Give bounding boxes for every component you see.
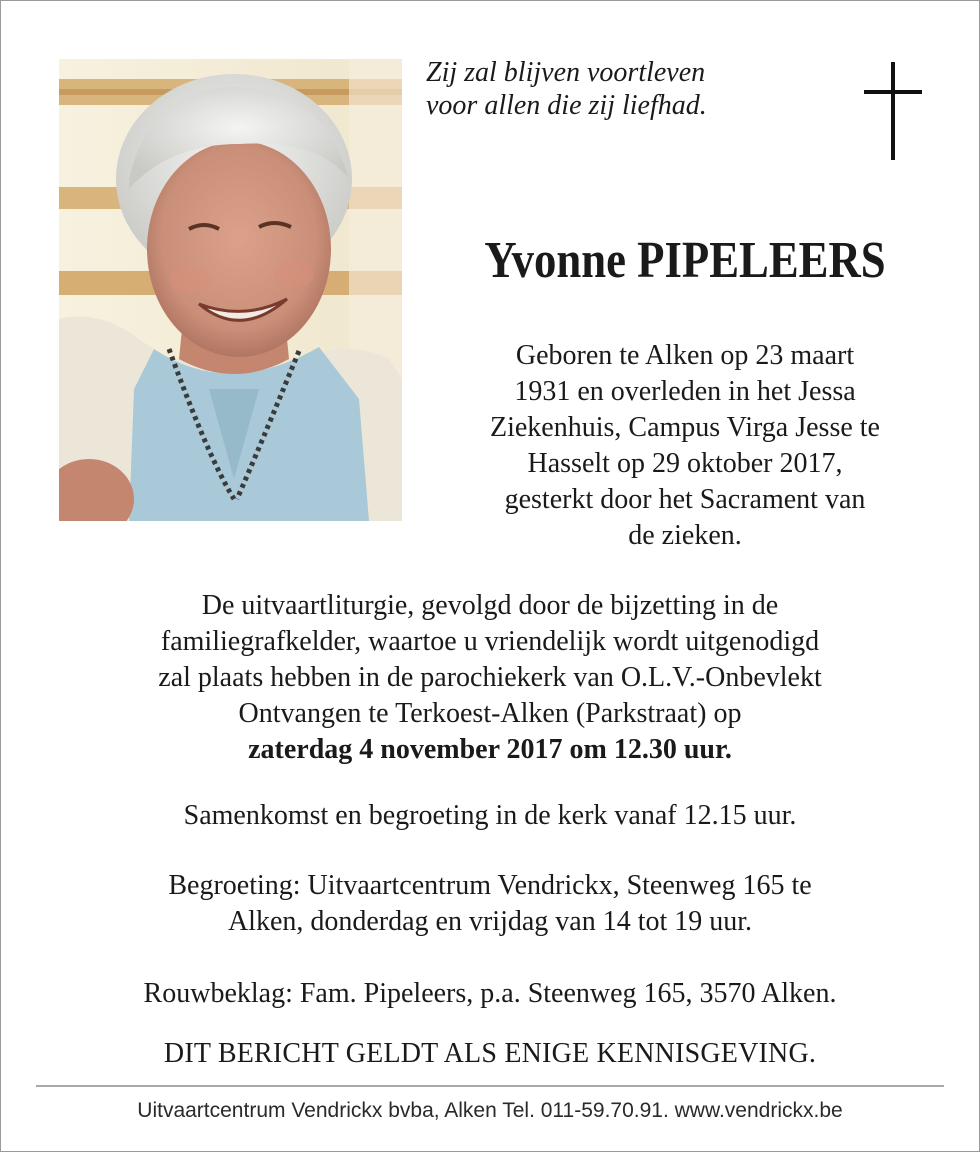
- portrait-photo: [59, 59, 402, 521]
- footer-text: Uitvaartcentrum Vendrickx bvba, Alken Tel. 011-59.70.91. www.vendrickx.be: [137, 1099, 843, 1122]
- motto: [426, 56, 707, 122]
- notice-line: DIT BERICHT GELDT ALS ENIGE KENNISGEVING.: [163, 1038, 817, 1069]
- condolence-line: Rouwbeklag: Fam. Pipeleers, p.a. Steenweg 165, 3570 Alken.: [143, 978, 837, 1009]
- motto-line-2: voor allen die zij liefhad.: [426, 90, 707, 121]
- greeting-line-2: Alken, donderdag en vrijdag van 14 tot 19 uur.: [227, 906, 753, 937]
- funeral-line: De uitvaartliturgie, gevolgd door de bijzetting in de: [201, 590, 779, 621]
- gathering-text: [0, 798, 980, 834]
- cross-icon: [864, 62, 922, 160]
- funeral-line: Ontvangen te Terkoest-Alken (Parkstraat) op: [238, 698, 742, 729]
- birth-line: gesterkt door het Sacrament van: [504, 484, 866, 515]
- gathering-line: Samenkomst en begroeting in de kerk vanaf 12.15 uur.: [183, 800, 797, 831]
- greeting-text: [0, 868, 980, 940]
- funeral-line: zal plaats hebben in de parochiekerk van O.L.V.-Onbevlekt: [158, 662, 822, 693]
- deceased-name: Yvonne PIPELEERS: [484, 232, 886, 289]
- birth-line: Ziekenhuis, Campus Virga Jesse te: [489, 412, 880, 443]
- birth-line: 1931 en overleden in het Jessa: [514, 376, 856, 407]
- motto-line-1: Zij zal blijven voortleven: [426, 57, 706, 88]
- funeral-line: familiegrafkelder, waartoe u vriendelijk wordt uitgenodigd: [160, 626, 820, 657]
- birth-line: de zieken.: [628, 520, 742, 551]
- footer-divider: [36, 1085, 944, 1087]
- funeral-date: zaterdag 4 november 2017 om 12.30 uur.: [248, 734, 732, 765]
- birth-line: Hasselt op 29 oktober 2017,: [527, 448, 843, 479]
- notice-text: [0, 1036, 980, 1072]
- birth-line: Geboren te Alken op 23 maart: [515, 340, 855, 371]
- condolence-text: [0, 976, 980, 1012]
- funeral-text: [0, 588, 980, 768]
- birth-death-text: [420, 338, 950, 554]
- greeting-line-1: Begroeting: Uitvaartcentrum Vendrickx, Steenweg 165 te: [168, 870, 812, 901]
